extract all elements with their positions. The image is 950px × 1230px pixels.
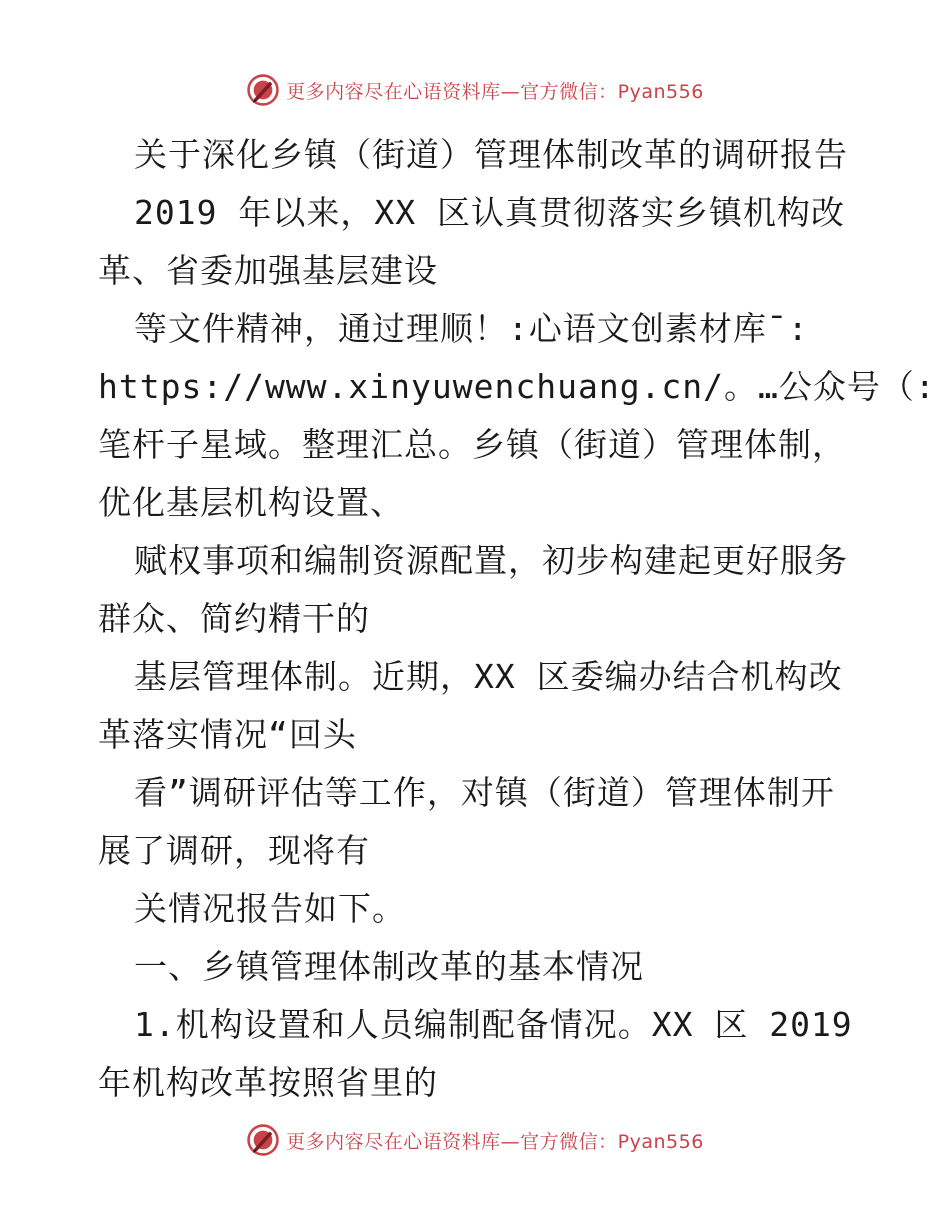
banner-separator: — xyxy=(500,1130,521,1153)
banner-wechat: 官方微信：Pyan556 xyxy=(520,1130,704,1153)
banner-title: 更多内容尽在心语资料库 xyxy=(286,1130,501,1153)
document-line: 革、省委加强基层建设 xyxy=(98,251,438,290)
document-line: 1.机构设置和人员编制配备情况。XX 区 2019 xyxy=(134,1005,853,1044)
document-line: 笔杆子星域。整理汇总。乡镇（街道）管理体制， xyxy=(98,425,846,464)
banner-separator: — xyxy=(500,80,521,103)
document-line: 关于深化乡镇（街道）管理体制改革的调研报告 xyxy=(134,135,848,174)
footer-banner-text xyxy=(286,1127,704,1154)
header-banner-inner xyxy=(246,73,704,107)
footer-banner-inner xyxy=(246,1123,704,1157)
document-line: 关情况报告如下。 xyxy=(134,889,406,928)
document-line: 一、乡镇管理体制改革的基本情况 xyxy=(134,947,644,986)
banner-wechat: 官方微信：Pyan556 xyxy=(520,80,704,103)
document-line: 看”调研评估等工作，对镇（街道）管理体制开 xyxy=(134,773,835,812)
document-line: 优化基层机构设置、 xyxy=(98,483,404,522)
document-line: 年机构改革按照省里的 xyxy=(98,1063,438,1102)
document-line: https://www.xinyuwenchuang.cn/。…公众号（: xyxy=(98,367,936,406)
banner-title: 更多内容尽在心语资料库 xyxy=(286,80,501,103)
document-line: 基层管理体制。近期，XX 区委编办结合机构改 xyxy=(134,657,843,696)
document-line: 群众、简约精干的 xyxy=(98,599,370,638)
header-banner-text xyxy=(286,77,704,104)
footer-banner xyxy=(0,1120,950,1160)
document-line: 革落实情况“回头 xyxy=(98,715,357,754)
pen-logo-icon xyxy=(246,1123,280,1157)
pen-logo-icon xyxy=(246,73,280,107)
header-banner xyxy=(0,70,950,110)
document-line: 2019 年以来，XX 区认真贯彻落实乡镇机构改 xyxy=(134,193,845,232)
document-body xyxy=(98,126,936,1112)
document-line: 展了调研，现将有 xyxy=(98,831,370,870)
document-line: 等文件精神，通过理顺！:心语文创素材库¯: xyxy=(134,309,809,348)
document-line: 赋权事项和编制资源配置，初步构建起更好服务 xyxy=(134,541,848,580)
